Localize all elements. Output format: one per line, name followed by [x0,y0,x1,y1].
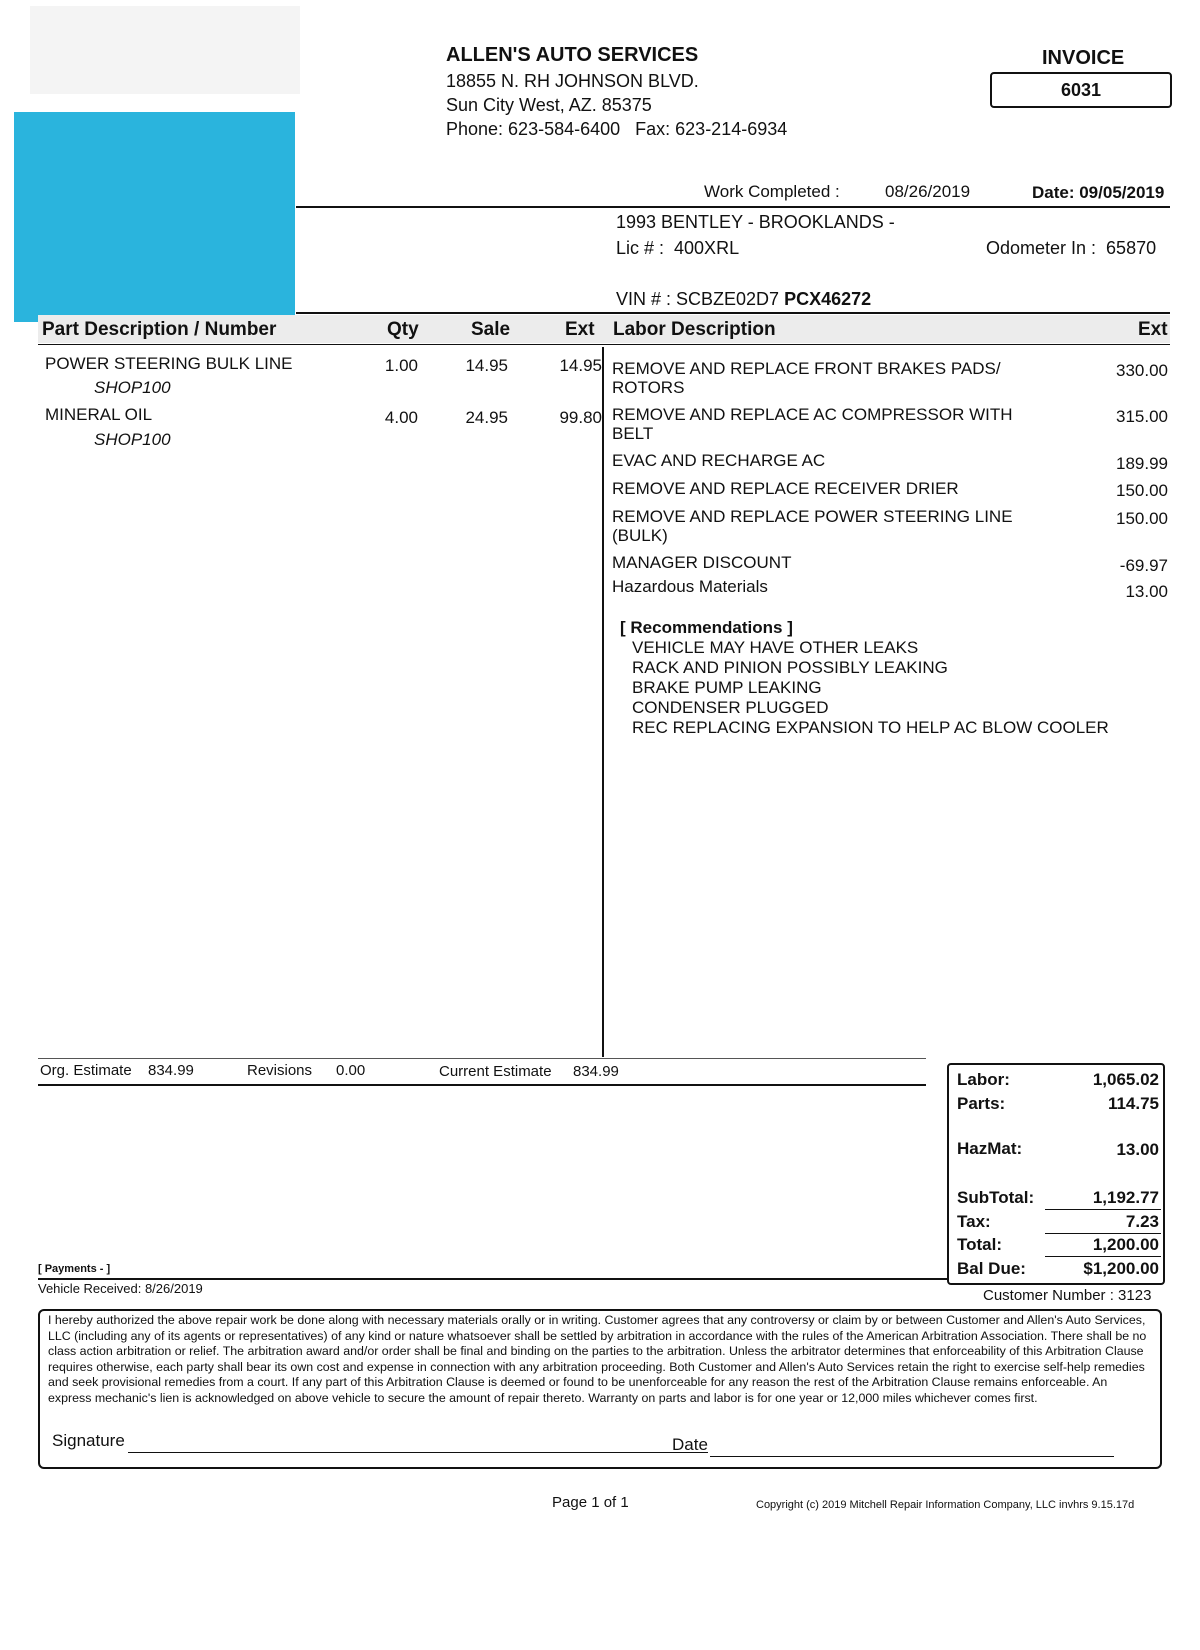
labor-ext: 150.00 [1116,481,1168,500]
subtotal-label: SubTotal: [957,1188,1035,1207]
estimate-bottom-rule [38,1084,926,1086]
vehicle-received: Vehicle Received: 8/26/2019 [38,1281,203,1296]
vehicle-license: Lic # : 400XRL [616,238,740,258]
org-estimate-value: 834.99 [148,1062,194,1079]
part-sale: 24.95 [465,408,508,427]
recommendation-item: VEHICLE MAY HAVE OTHER LEAKS [632,638,919,657]
labor-total-label: Labor: [957,1070,1010,1089]
invoice-date: Date: 09/05/2019 [1032,183,1165,202]
labor-description: MANAGER DISCOUNT [612,553,792,572]
header-sale: Sale [471,319,511,340]
header-rule [296,206,1170,208]
work-completed-date: 08/26/2019 [885,182,971,201]
total-rule [1045,1256,1161,1257]
vehicle-description: 1993 BENTLEY - BROOKLANDS - [616,212,895,232]
redaction-block [14,112,295,322]
labor-total: 1,065.02 [1092,1070,1159,1089]
org-estimate-label: Org. Estimate [40,1062,132,1079]
recommendation-item: BRAKE PUMP LEAKING [632,678,822,697]
total-value: 1,200.00 [1092,1235,1159,1254]
ghost-bleedthrough [30,6,300,94]
part-ext: 14.95 [559,356,602,375]
invoice-label: INVOICE [1042,47,1125,69]
totals-box [947,1063,1165,1285]
payments-rule [38,1278,948,1280]
authorization-text: I hereby authorized the above repair work be done along with necessary materials orally or in writing. Customer agrees that any controversy or claim by or between Customer and Allen's Auto Services, LLC (including any of its agents or representatives) of any kind or nature whatsoever shall be settled by arbitration in accordance with the rules of the American Arbitration Association. There shall be no class action arbitration or relief. The arbitration award and/or order shall be final and binding on the parties to the arbitration. Unless the arbitrator determines that enforceability of this Arbitration Clause requires otherwise, each party shall bear its own cost and expense in connection with any arbitration proceeding. Both Customer and Allen's Auto Services retain the right to exercise self-help remedies and seek provisional remedies from a court. If any part of this Arbitration Clause is deemed or found to be unenforceable for any reason the rest of the Arbitration Clause remains enforceable. An express mechanic's lien is acknowledged on above vehicle to secure the amount of repair thereto. Warranty on parts and labor is for one year or 12,000 miles whichever comes first. [48,1313,1147,1405]
labor-description: REMOVE AND REPLACE RECEIVER DRIER [612,479,959,498]
recommendation-item: REC REPLACING EXPANSION TO HELP AC BLOW COOLER [632,718,1109,737]
payments-label: [ Payments - ] [38,1263,111,1275]
part-number: SHOP100 [94,430,171,449]
part-ext: 99.80 [559,408,602,427]
invoice-number: 6031 [1060,80,1102,100]
shop-phone-fax: Phone: 623-584-6400 Fax: 623-214-6934 [446,119,788,139]
invoice-number-box [990,72,1172,108]
parts-total-label: Parts: [957,1094,1006,1113]
hazmat-total-label: HazMat: [957,1139,1023,1158]
parts-total: 114.75 [1107,1094,1159,1113]
current-estimate-label: Current Estimate [439,1063,552,1080]
vehicle-rule [296,312,1170,314]
header-part-ext: Ext [565,319,595,340]
labor-ext: 330.00 [1116,361,1168,380]
part-qty: 1.00 [384,356,418,375]
signature-date-line[interactable] [710,1456,1114,1457]
recommendation-item: RACK AND PINION POSSIBLY LEAKING [632,658,948,677]
estimate-top-rule [38,1058,926,1059]
labor-ext: 315.00 [1116,407,1168,426]
subtotal-value: 1,192.77 [1092,1188,1159,1207]
labor-ext: 189.99 [1116,454,1168,473]
part-qty: 4.00 [384,408,418,427]
labor-ext: 13.00 [1125,582,1168,601]
vehicle-odometer: Odometer In : 65870 [986,238,1157,258]
header-part-description: Part Description / Number [42,319,277,340]
labor-description: REMOVE AND REPLACE AC COMPRESSOR WITH BELT [612,405,1013,443]
copyright: Copyright (c) 2019 Mitchell Repair Information Company, LLC invhrs 9.15.17d [756,1499,1135,1511]
labor-description: REMOVE AND REPLACE FRONT BRAKES PADS/ ROTORS [612,359,1001,397]
page-number: Page 1 of 1 [552,1494,629,1511]
table-header-rule [38,344,1170,345]
labor-description: REMOVE AND REPLACE POWER STEERING LINE (BULK) [612,507,1013,545]
tax-rule [1045,1233,1161,1234]
shop-name: ALLEN'S AUTO SERVICES [446,44,699,66]
labor-ext: -69.97 [1119,556,1168,575]
revisions-value: 0.00 [336,1062,366,1079]
hazmat-total: 13.00 [1116,1140,1159,1159]
signature-label: Signature [52,1431,125,1450]
total-label: Total: [957,1235,1003,1254]
column-divider [602,347,604,1057]
part-description: MINERAL OIL [45,405,153,424]
header-labor-ext: Ext [1138,319,1168,340]
recommendation-item: CONDENSER PLUGGED [632,698,829,717]
current-estimate-value: 834.99 [573,1063,619,1080]
subtotal-rule [1045,1209,1161,1210]
tax-value: 7.23 [1125,1212,1159,1231]
work-completed-label: Work Completed : [704,182,840,201]
labor-description: Hazardous Materials [612,577,768,596]
revisions-label: Revisions [247,1062,313,1079]
vehicle-vin [616,289,871,310]
bal-due-value: $1,200.00 [1083,1259,1159,1278]
part-description: POWER STEERING BULK LINE [45,354,293,373]
shop-city: Sun City West, AZ. 85375 [446,95,652,115]
labor-ext: 150.00 [1116,509,1168,528]
vin-label: VIN # : SCBZE02D7 [616,289,785,309]
authorization-box [38,1309,1162,1469]
signature-line[interactable] [128,1452,708,1453]
header-labor-description: Labor Description [613,319,776,340]
bal-due-label: Bal Due: [957,1259,1026,1278]
customer-number: Customer Number : 3123 [983,1287,1152,1304]
labor-description: EVAC AND RECHARGE AC [612,451,826,470]
tax-label: Tax: [957,1212,991,1231]
part-sale: 14.95 [465,356,508,375]
shop-address: 18855 N. RH JOHNSON BLVD. [446,71,699,91]
vin-bold: PCX46272 [784,289,872,309]
date-label: Date [672,1435,708,1454]
header-qty: Qty [387,319,419,340]
recommendations-title: [ Recommendations ] [620,618,793,637]
part-number: SHOP100 [94,378,171,397]
recommendations [620,618,1109,738]
